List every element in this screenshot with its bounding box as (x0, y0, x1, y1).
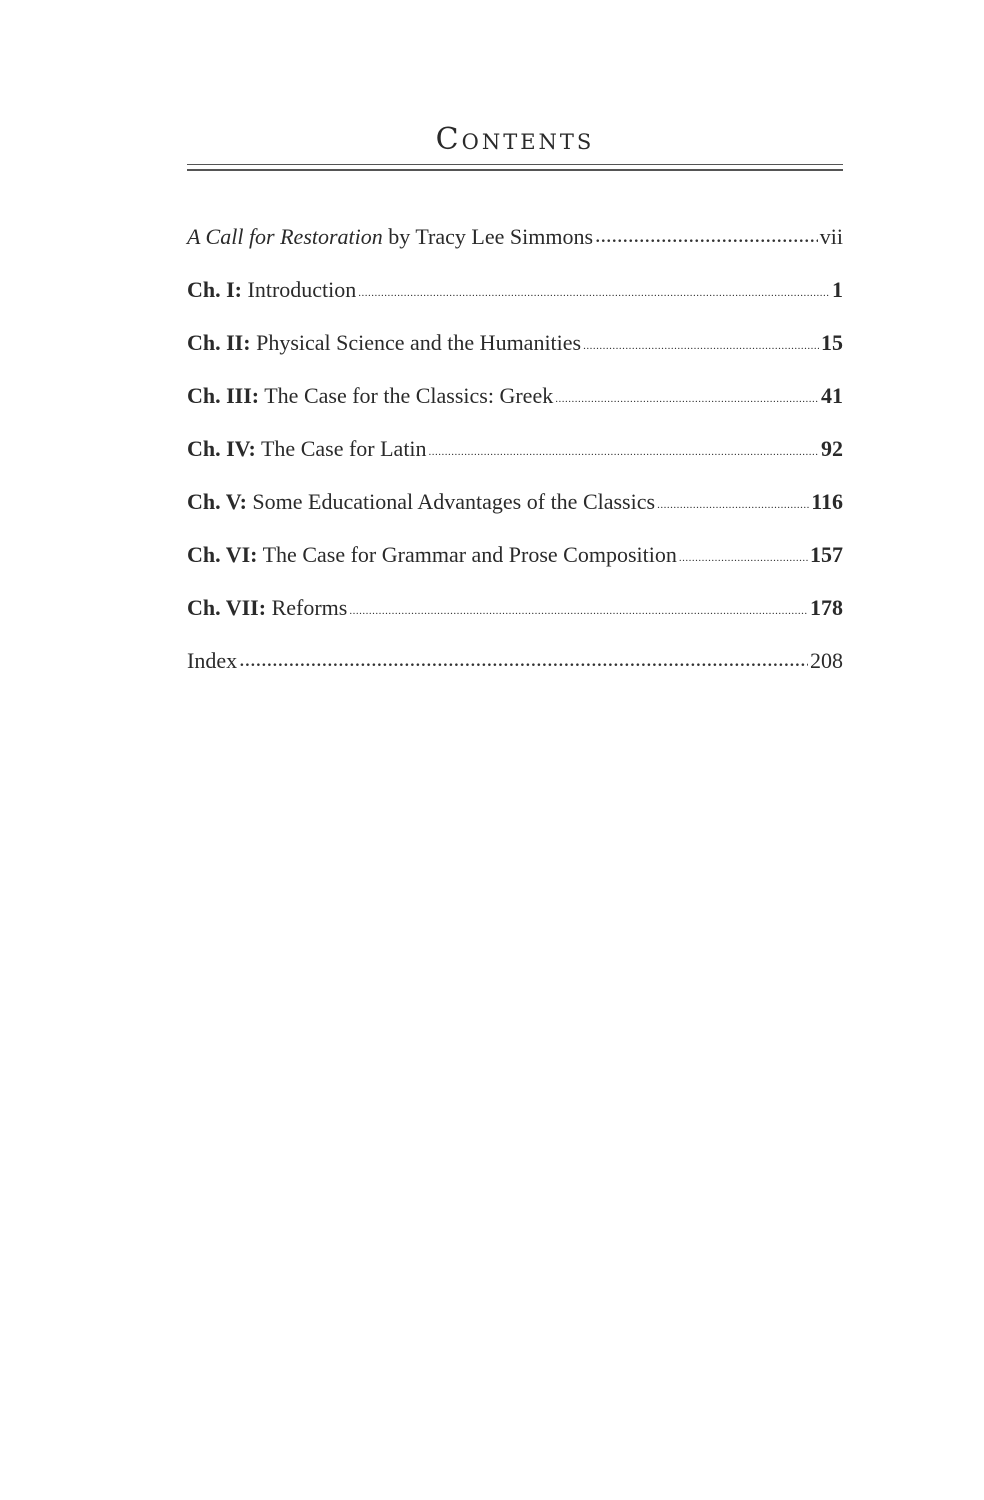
toc-entry-title: by Tracy Lee Simmons (382, 224, 594, 249)
toc-entry-page: 15 (821, 330, 843, 355)
toc-entry-title: Reforms (266, 595, 348, 620)
toc-entry-page: 1 (832, 277, 843, 302)
table-of-contents (187, 222, 843, 699)
toc-entry-label (187, 595, 347, 621)
dot-leader (679, 540, 808, 562)
toc-entry-chapter-3[interactable] (187, 381, 843, 434)
chapter-number: Ch. I: (187, 277, 243, 302)
toc-entry-label (187, 224, 593, 250)
toc-entry-page: 178 (810, 595, 843, 620)
title-rule-thin (187, 164, 843, 165)
dot-leader (595, 222, 818, 244)
dot-leader (358, 275, 830, 297)
toc-entry-chapter-2[interactable] (187, 328, 843, 381)
toc-entry-title: Physical Science and the Humanities (250, 330, 582, 355)
toc-entry-label (187, 330, 581, 356)
toc-entry-page: vii (819, 224, 843, 249)
toc-entry-page: 41 (821, 383, 843, 408)
chapter-number: Ch. II: (187, 330, 251, 355)
dot-leader (239, 646, 808, 668)
toc-entry-label (187, 277, 356, 303)
toc-entry-title: Some Educational Advantages of the Classics (246, 489, 656, 514)
toc-entry-title: The Case for the Classics: Greek (259, 383, 554, 408)
dot-leader (657, 487, 809, 509)
dot-leader (349, 593, 808, 615)
toc-entry-chapter-1[interactable] (187, 275, 843, 328)
toc-entry-label (187, 489, 655, 515)
toc-entry-title: The Case for Latin (255, 436, 427, 461)
dot-leader (429, 434, 819, 456)
toc-entry-chapter-7[interactable] (187, 593, 843, 646)
toc-entry-page: 157 (810, 542, 843, 567)
chapter-number: Ch. VI: (187, 542, 258, 567)
chapter-number: Ch. IV: (187, 436, 256, 461)
toc-entry-page: 208 (810, 648, 843, 673)
toc-entry-label (187, 542, 677, 568)
toc-entry-title: Introduction (242, 277, 357, 302)
page-title: Contents (435, 122, 595, 157)
toc-entry-foreword[interactable] (187, 222, 843, 275)
chapter-number: Ch. III: (187, 383, 260, 408)
toc-entry-title: Index (187, 648, 238, 673)
dot-leader (583, 328, 819, 350)
toc-entry-label (187, 648, 237, 674)
toc-entry-chapter-6[interactable] (187, 540, 843, 593)
toc-entry-italic-title: A Call for Restoration (187, 224, 383, 249)
toc-entry-label (187, 383, 553, 409)
toc-entry-label (187, 436, 427, 462)
toc-entry-chapter-4[interactable] (187, 434, 843, 487)
chapter-number: Ch. V: (187, 489, 247, 514)
toc-entry-page: 116 (811, 489, 843, 514)
dot-leader (555, 381, 819, 403)
toc-entry-index[interactable] (187, 646, 843, 699)
chapter-number: Ch. VII: (187, 595, 267, 620)
toc-entry-chapter-5[interactable] (187, 487, 843, 540)
title-rule-thick (187, 169, 843, 171)
toc-entry-title: The Case for Grammar and Prose Composition (257, 542, 677, 567)
toc-entry-page: 92 (821, 436, 843, 461)
